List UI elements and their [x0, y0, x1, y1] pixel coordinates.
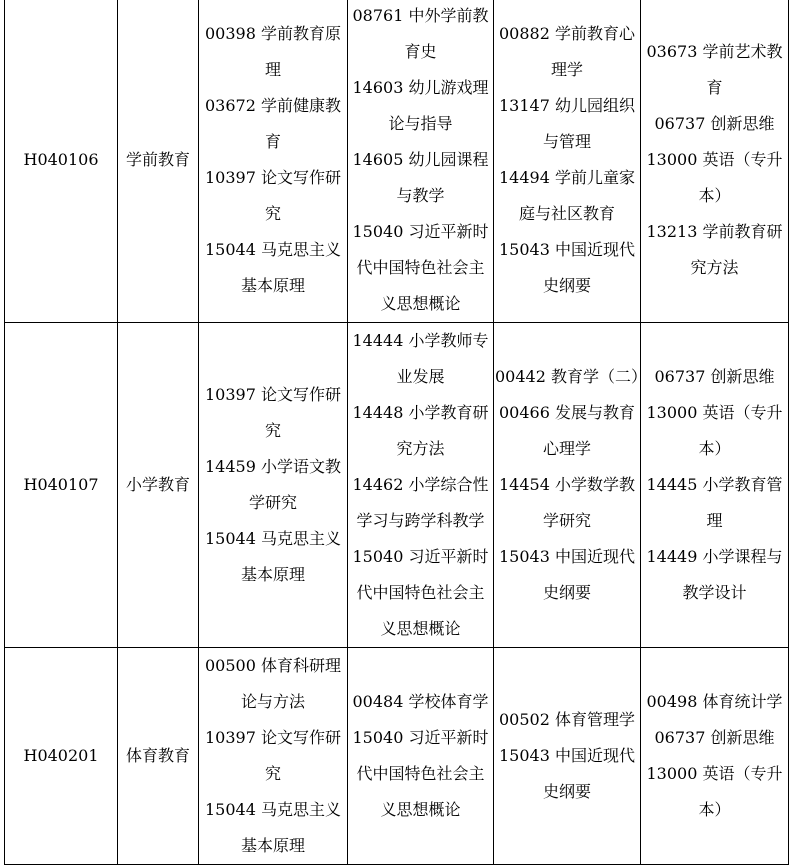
course-item: 14449 小学课程与教学设计	[646, 547, 783, 602]
table-row	[5, 648, 789, 865]
major-code-cell: H040107	[5, 323, 118, 648]
course-item: 14454 小学数学教学研究	[499, 475, 635, 530]
course-item: 13213 学前教育研究方法	[646, 222, 783, 277]
course-item: 03673 学前艺术教育	[646, 42, 783, 97]
course-item: 14459 小学语文教学研究	[205, 457, 341, 512]
course-item: 15043 中国近现代史纲要	[499, 547, 635, 602]
course-item: 14603 幼儿游戏理论与指导	[352, 78, 489, 133]
course-item: 06737 创新思维	[654, 728, 775, 747]
course-item: 06737 创新思维	[654, 114, 775, 133]
course-item: 15044 马克思主义基本原理	[205, 800, 341, 855]
term-cell	[494, 0, 641, 323]
course-item: 15043 中国近现代史纲要	[499, 746, 635, 801]
course-item: 13000 英语（专升本）	[646, 764, 783, 819]
course-item: 00500 体育科研理论与方法	[205, 656, 341, 711]
course-item: 13000 英语（专升本）	[646, 403, 783, 458]
major-code-cell: H040201	[5, 648, 118, 865]
course-item: 14462 小学综合性学习与跨学科教学	[352, 475, 489, 530]
term-cell	[348, 0, 494, 323]
term-cell	[641, 323, 789, 648]
term-cell	[494, 648, 641, 865]
course-item: 00442 教育学（二）	[495, 367, 647, 386]
course-item: 15040 习近平新时代中国特色社会主义思想概论	[352, 728, 489, 819]
term-cell	[641, 0, 789, 323]
course-item: 10397 论文写作研究	[205, 385, 341, 440]
course-item: 15040 习近平新时代中国特色社会主义思想概论	[352, 222, 489, 313]
course-item: 15044 马克思主义基本原理	[205, 529, 341, 584]
course-item: 14605 幼儿园课程与教学	[352, 150, 489, 205]
exam-schedule-table	[4, 0, 789, 865]
course-item: 00484 学校体育学	[352, 692, 489, 711]
course-item: 00498 体育统计学	[646, 692, 783, 711]
term-cell	[348, 323, 494, 648]
course-item: 14444 小学教师专业发展	[352, 331, 489, 386]
course-item: 00466 发展与教育心理学	[499, 403, 635, 458]
major-name-cell: 学前教育	[118, 0, 199, 323]
course-item: 14448 小学教育研究方法	[352, 403, 489, 458]
term-cell	[348, 648, 494, 865]
course-item: 14445 小学教育管理	[646, 475, 783, 530]
course-item: 00398 学前教育原理	[205, 24, 341, 79]
term-cell	[199, 648, 348, 865]
course-item: 15044 马克思主义基本原理	[205, 240, 341, 295]
course-item: 13000 英语（专升本）	[646, 150, 783, 205]
major-code-cell: H040106	[5, 0, 118, 323]
course-item: 15040 习近平新时代中国特色社会主义思想概论	[352, 547, 489, 638]
course-item: 13147 幼儿园组织与管理	[499, 96, 635, 151]
major-name-cell: 小学教育	[118, 323, 199, 648]
course-item: 14494 学前儿童家庭与社区教育	[499, 168, 635, 223]
term-cell	[199, 323, 348, 648]
exam-schedule-body	[5, 0, 789, 865]
table-row	[5, 0, 789, 323]
course-item: 10397 论文写作研究	[205, 728, 341, 783]
major-name-cell: 体育教育	[118, 648, 199, 865]
term-cell	[199, 0, 348, 323]
course-item: 00882 学前教育心理学	[499, 24, 635, 79]
course-item: 15043 中国近现代史纲要	[499, 240, 635, 295]
table-row	[5, 323, 789, 648]
course-item: 00502 体育管理学	[499, 710, 635, 729]
term-cell	[494, 323, 647, 648]
course-item: 03672 学前健康教育	[205, 96, 341, 151]
course-item: 06737 创新思维	[654, 367, 775, 386]
course-item: 08761 中外学前教育史	[352, 6, 489, 61]
term-cell	[641, 648, 789, 865]
course-item: 10397 论文写作研究	[205, 168, 341, 223]
